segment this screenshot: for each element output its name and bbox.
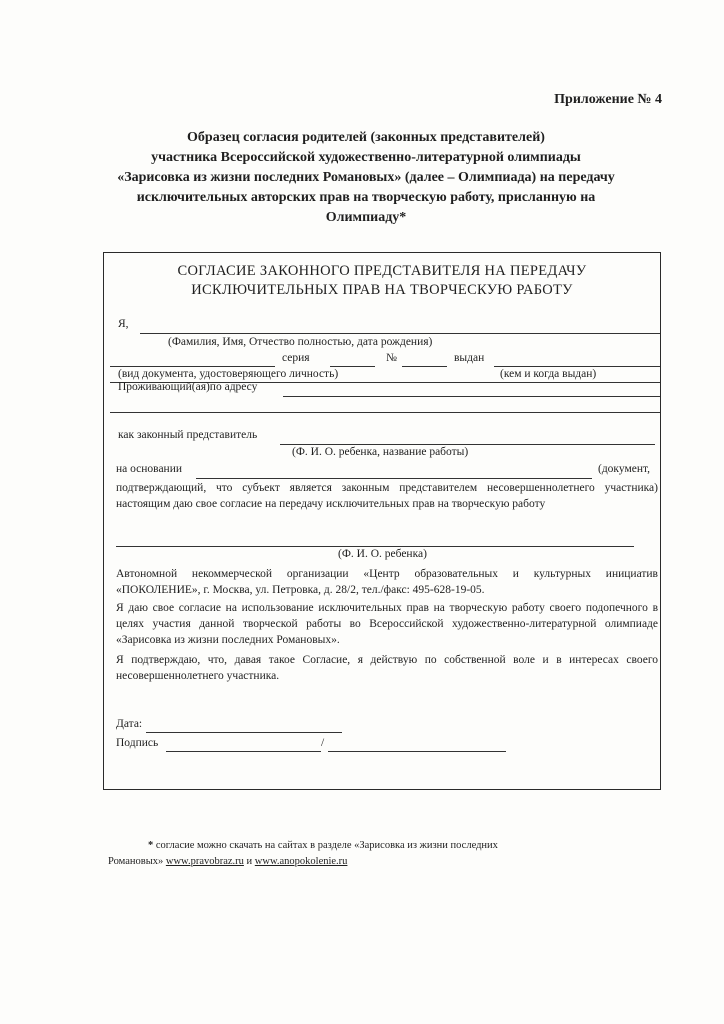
number-line[interactable] (402, 366, 447, 367)
basis-line[interactable] (196, 478, 592, 479)
address-line[interactable] (283, 396, 660, 397)
series-label: серия (282, 352, 310, 364)
i-label: Я, (118, 318, 129, 330)
issued-label: выдан (454, 352, 485, 364)
document-label: (документ, (598, 463, 651, 475)
series-line[interactable] (330, 366, 375, 367)
issued-caption: (кем и когда выдан) (500, 368, 597, 380)
child-work-caption: (Ф. И. О. ребенка, название работы) (292, 446, 469, 458)
footnote-star: * (148, 840, 154, 851)
confirm-text: подтверждающий, что субъект является законным представителем несовершеннолетнего участника) настоящим даю свое согласие на передачу исключительных прав на творческую работу (116, 482, 658, 510)
form-title (103, 262, 661, 300)
footnote-line (108, 854, 558, 870)
footnote (108, 838, 558, 870)
signature-slash: / (321, 737, 325, 749)
footnote-text: Романовых» (108, 856, 166, 867)
consent-text: Я даю свое согласие на использование исключительных прав на творческую работу своего подопечного в целях участия данной творческой работы во Всероссийской художественно-литературной олимпиаде «Зарисовка из жизни последних Романовых». (116, 602, 658, 646)
org-text: Автономной некоммерческой организации «Центр образовательных и культурных инициатив «ПОКОЛЕНИЕ», г. Москва, ул. Петровка, д. 28/2, тел./факс: 495-628-19-05. (116, 568, 658, 596)
signature-name-line[interactable] (328, 751, 506, 752)
doc-caption: (вид документа, удостоверяющего личность) (118, 368, 339, 380)
signature-label: Подпись (116, 737, 159, 749)
fio-caption: (Фамилия, Имя, Отчество полностью, дата рождения) (168, 336, 433, 348)
pravobraz-link[interactable]: www.pravobraz.ru (165, 856, 244, 867)
heading-line: Олимпиаду* (325, 210, 407, 225)
date-label: Дата: (116, 718, 143, 730)
document-heading (96, 128, 636, 228)
representative-label: как законный представитель (118, 429, 258, 441)
number-label: № (386, 352, 397, 364)
date-line[interactable] (146, 732, 342, 733)
signature-line[interactable] (166, 751, 321, 752)
heading-line: «Зарисовка из жизни последних Романовых» (далее – Олимпиада) на передачу (117, 170, 615, 185)
anopokolenie-link[interactable]: www.anopokolenie.ru (254, 856, 348, 867)
child-caption: (Ф. И. О. ребенка) (338, 548, 427, 560)
form-title-line: СОГЛАСИЕ ЗАКОННОГО ПРЕДСТАВИТЕЛЯ НА ПЕРЕДАЧУ (177, 263, 587, 279)
document-type-line[interactable] (110, 366, 275, 367)
issued-by-line[interactable] (494, 366, 660, 367)
child-work-line[interactable] (280, 444, 655, 445)
footnote-line (108, 838, 558, 854)
address-label: Проживающий(ая)по адресу (118, 381, 258, 393)
annex-label: Приложение № 4 (554, 92, 662, 107)
footnote-text: согласие можно скачать на сайтах в разделе «Зарисовка из жизни последних (153, 840, 498, 851)
child-name-line[interactable] (116, 546, 634, 547)
confirm-will-text: Я подтверждаю, что, давая такое Согласие, я действую по собственной воле и в интересах своего несовершеннолетнего участника. (116, 654, 658, 682)
address-line-2[interactable] (110, 412, 660, 413)
form-title-line: ИСКЛЮЧИТЕЛЬНЫХ ПРАВ НА ТВОРЧЕСКУЮ РАБОТУ (191, 282, 573, 298)
basis-label: на основании (116, 463, 183, 475)
footnote-text: и (243, 856, 255, 867)
heading-line: участника Всероссийской художественно-литературной олимпиады (151, 150, 581, 165)
fio-line[interactable] (140, 333, 660, 334)
heading-line: исключительных авторских прав на творческую работу, присланную на (136, 190, 596, 205)
heading-line: Образец согласия родителей (законных представителей) (187, 130, 545, 145)
